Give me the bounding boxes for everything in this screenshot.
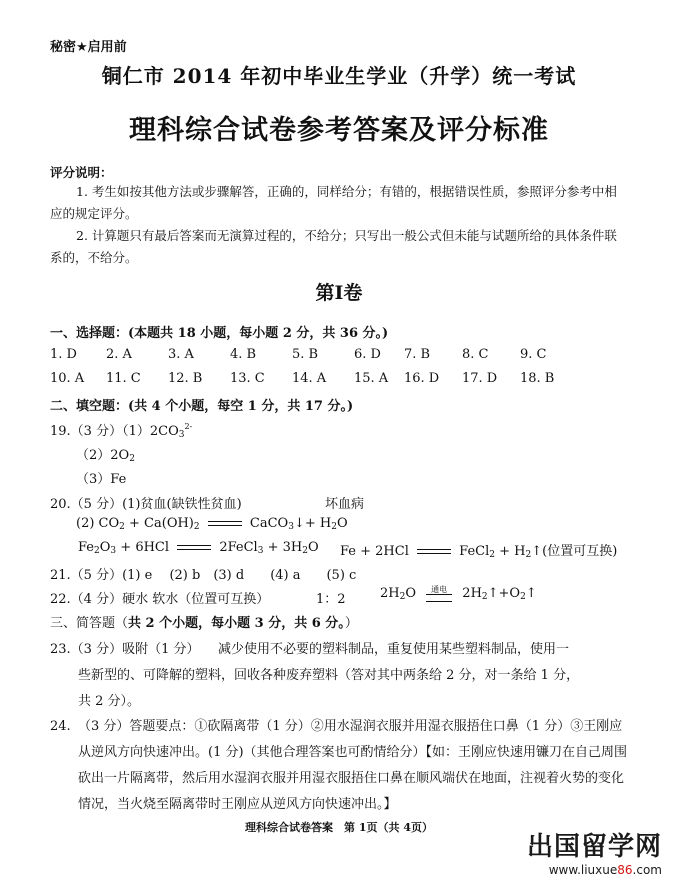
- q20-equation-2: $Fe_2O_3 + 6HCl$ 2FeCl$_3$ + $3H_2O$: [78, 540, 319, 556]
- section1-heading: 一、选择题：(本题共 18 小题，每小题 2 分，共 36 分。): [50, 326, 389, 341]
- q22-ratio: 1：2: [316, 592, 346, 607]
- answer-item: 10. A: [50, 371, 85, 386]
- q23-label: 23.（3 分）吸附（1 分）: [50, 642, 200, 657]
- q22-answer: 22.（4 分）硬水 软水（位置可互换）: [50, 592, 270, 607]
- answer-item: 15. A: [354, 371, 389, 386]
- q20-scurvy: 坏血病: [325, 497, 365, 512]
- equals-sign-icon: [417, 547, 451, 557]
- q19-answer-3: （3）Fe: [76, 472, 127, 487]
- answer-item: 3. A: [168, 347, 194, 362]
- answer-item: 14. A: [292, 371, 327, 386]
- q22-equation: $2H_2O$ 通电 $2H_2↑+O_2↑$: [380, 585, 537, 602]
- q20-answer-1: 20.（5 分）(1)贫血(缺铁性贫血): [50, 497, 242, 512]
- answer-item: 9. C: [520, 347, 547, 362]
- answer-item: 6. D: [354, 347, 381, 362]
- answer-item: 2. A: [106, 347, 132, 362]
- electrolysis-condition-icon: 通电: [426, 585, 452, 602]
- answer-item: 12. B: [168, 371, 203, 386]
- scoring-note-1: 1. 考生如按其他方法或步骤解答，正确的，同样给分；有错的，根据错误性质，参照评分参考中相应的规定评分。: [50, 184, 617, 221]
- watermark-url: www.liuxue86.com: [548, 863, 662, 877]
- answer-item: 7. B: [404, 347, 431, 362]
- q23-line-3: 共 2 分）。: [78, 694, 141, 709]
- volume-title: 第Ⅰ卷: [315, 282, 363, 304]
- q21-answer: 21.（5 分）(1) e (2) b (3) d (4) a (5) c: [50, 568, 357, 583]
- answer-item: 11. C: [106, 371, 141, 386]
- q20-equation-3: Fe + 2HCl FeCl$_2$ + $H_2↑$(位置可互换): [340, 544, 618, 560]
- q23-line-1: 减少使用不必要的塑料制品，重复使用某些塑料制品，使用一: [218, 642, 570, 657]
- answer-item: 8. C: [462, 347, 489, 362]
- answer-item: 17. D: [462, 371, 498, 386]
- confidential-label: 秘密★启用前: [50, 40, 127, 55]
- site-watermark-logo: [527, 826, 662, 877]
- answer-item: 1. D: [50, 347, 77, 362]
- answer-item: 18. B: [520, 371, 555, 386]
- answer-item: 13. C: [230, 371, 265, 386]
- q20-equation-1: (2) $CO_2 + Ca(OH)_2$ CaCO$_3$↓+ $H_2O$: [76, 516, 348, 532]
- equals-sign-icon: [208, 519, 242, 529]
- scoring-notes-title: 评分说明：: [50, 165, 113, 180]
- exam-title: 铜仁市 2014 年初中毕业生学业（升学）统一考试: [101, 64, 577, 88]
- q24-answer: （3 分）答题要点：①砍隔离带（1 分）②用水湿润衣服并用湿衣服捂住口鼻（1 分）③王刚应从逆风方向快速冲出。(1 分)（其他合理答案也可酌情给分）【如：王刚应快速用镰刀在自己周围砍出一片隔离带，然后用水湿润衣服并用湿衣服捂住口鼻在顺风端伏在地面，注视着火势的变化情况，当火烧至隔离带时王刚应从逆风方向快速冲出。】: [78, 719, 628, 812]
- answer-item: 16. D: [404, 371, 440, 386]
- q19-answer-2: $(2)2O_2$: [76, 448, 135, 464]
- section2-heading: 二、填空题：(共 4 个小题，每空 1 分，共 17 分。): [50, 399, 354, 414]
- scoring-note-2: 2. 计算题只有最后答案而无演算过程的，不给分；只写出一般公式但未能与试题所给的具体条件联系的，不给分。: [50, 228, 617, 265]
- page-footer: 理科综合试卷答案 第 1页（共 4页）: [245, 821, 433, 834]
- answer-row-2: [50, 371, 570, 386]
- document-title: 理科综合试卷参考答案及评分标准: [129, 115, 549, 146]
- equals-sign-icon: [177, 543, 211, 553]
- q24-label: 24.: [50, 719, 71, 734]
- q23-line-2: 些新型的、可降解的塑料，回收各种废弃塑料（答对其中两条给 2 分，对一条给 1 分，: [78, 668, 580, 683]
- watermark-title: 出国留学网: [526, 832, 662, 862]
- section3-heading: 三、简答题（共 2 个小题，每小题 3 分，共 6 分。）: [50, 616, 358, 631]
- answer-item: 5. B: [292, 347, 319, 362]
- answer-item: 4. B: [230, 347, 257, 362]
- answer-row-1: [50, 347, 570, 362]
- q19-answer-1: 19.（3 分）$(1)2CO_3^{2-}$: [50, 422, 193, 440]
